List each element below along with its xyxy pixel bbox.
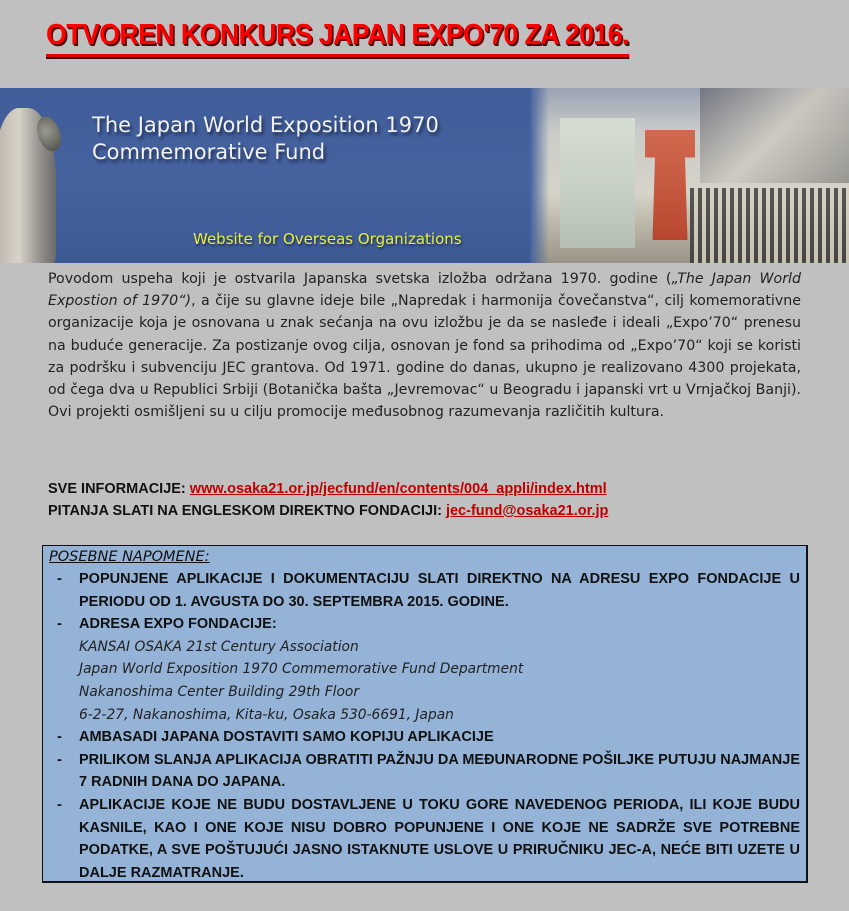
address-line: 6-2-27, Nakanoshima, Kita-ku, Osaka 530-6691, Japan xyxy=(79,706,454,723)
note-text: PRILIKOM SLANJA APLIKACIJA OBRATITI PAŽNJU DA MEĐUNARODNE POŠILJKE PUTUJU NAJMANJE 7 RADNIH DANA DO JAPANA. xyxy=(79,751,800,791)
all-info-label: SVE INFORMACIJE: xyxy=(48,481,190,497)
fund-banner xyxy=(0,88,849,263)
audience-image xyxy=(690,188,849,263)
list-item xyxy=(43,749,806,794)
banner-title xyxy=(92,112,439,166)
banner-title-line2: Commemorative Fund xyxy=(92,140,326,164)
banner-title-line1: The Japan World Exposition 1970 xyxy=(92,113,439,137)
list-item xyxy=(43,726,806,749)
note-text: ADRESA EXPO FONDACIJE: xyxy=(79,616,277,633)
dash-bullet: - xyxy=(57,796,62,813)
notes-heading: POSEBNE NAPOMENE: xyxy=(49,549,210,565)
all-info-link[interactable]: www.osaka21.or.jp/jecfund/en/contents/004_appli/index.html xyxy=(189,481,607,497)
note-text: POPUNJENE APLIKACIJE I DOKUMENTACIJU SLATI DIREKTNO NA ADRESU EXPO FONDACIJE U PERIODU OD 1. AVGUSTA DO 30. SEPTEMBRA 2015. GODINE. xyxy=(79,571,800,610)
intro-paragraph xyxy=(48,268,801,423)
questions-email-link[interactable]: jec-fund@osaka21.or.jp xyxy=(445,503,609,519)
dash-bullet: - xyxy=(57,616,62,633)
intro-text-2: , a čije su glavne ideje bile „Napredak i harmonija čovečanstva“, cilj komemorativne organizacije koja je osnovana u znak sećanja na ovu izložbu je da se nasleđe i ideali „Expo’70“ prenesu na buduće generacije. Za postizanje ovog cilja, osnovan je fond sa prihodima od „Expo’70“ koji se koristi za podršku i subvenciju JEC grantova. Od 1971. godine do danas, ukupno je realizovano 4300 projekata, od čega dva u Republici Srbiji (Botanička bašta „Jevremovac“ u Beogradu i japanski vrt u Vrnjačkoj Banji). Ovi projekti osmišljeni su u cilju promocije međusobnog razumevanja različitih kultura. xyxy=(48,293,801,421)
dash-bullet: - xyxy=(57,571,62,587)
list-item xyxy=(43,568,806,613)
dash-bullet: - xyxy=(57,729,62,746)
address-line: Nakanoshima Center Building 29th Floor xyxy=(79,683,360,700)
questions-label: PITANJA SLATI NA ENGLESKOM DIREKTNO FONDACIJI: xyxy=(48,503,446,519)
address-line: Japan World Exposition 1970 Commemorative Fund Department xyxy=(79,661,524,678)
list-item xyxy=(43,613,806,726)
white-kimono-image xyxy=(560,118,635,248)
notes-list xyxy=(43,568,806,884)
dash-bullet: - xyxy=(57,751,62,768)
banner-subtitle: Website for Overseas Organizations xyxy=(193,230,462,248)
students-image xyxy=(700,88,849,183)
contact-info xyxy=(48,478,608,522)
note-text: APLIKACIJE KOJE NE BUDU DOSTAVLJENE U TOKU GORE NAVEDENOG PERIODA, ILI KOJE BUDU KASNILE, KAO I ONE KOJE NISU DOBRO POPUNJENE I ONE KOJE NE SADRŽE SVE POTREBNE PODATKE, A SVE POŠTUJUĆI JASNO ISTAKNUTE USLOVE U PRIRUČNIKU JEC-A, NEĆE BITI UZETE U DALJE RAZMATRANJE. xyxy=(79,796,800,881)
questions-row xyxy=(48,500,608,522)
page-title: OTVOREN KONKURS JAPAN EXPO'70 ZA 2016. xyxy=(46,18,629,57)
intro-text-1: Povodom uspeha koji je ostvarila Japanska svetska izložba održana 1970. godine ( xyxy=(48,271,672,287)
note-text: AMBASADI JAPANA DOSTAVITI SAMO KOPIJU APLIKACIJE xyxy=(79,729,494,746)
special-notes-box xyxy=(42,545,808,883)
all-info-row xyxy=(48,478,608,500)
intro-italic-title: „The Japan World Expostion of 1970“) xyxy=(48,271,801,310)
list-item xyxy=(43,794,806,884)
address-line: KANSAI OSAKA 21st Century Association xyxy=(79,638,359,655)
